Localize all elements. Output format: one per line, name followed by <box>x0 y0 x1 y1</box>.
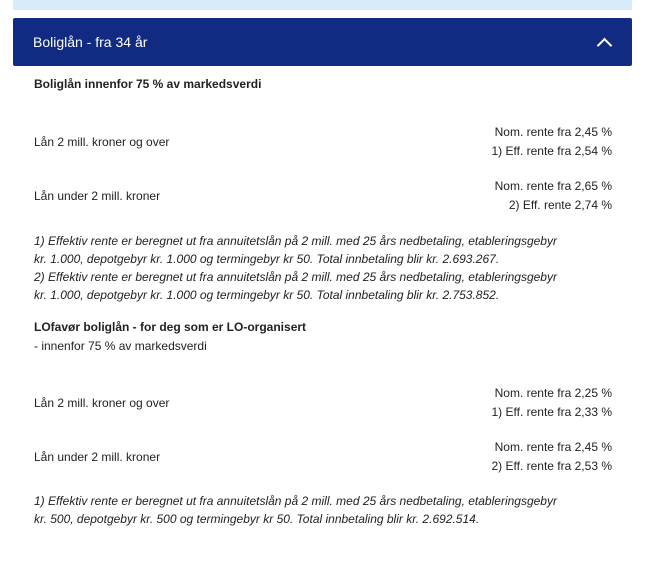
chevron-up-icon[interactable] <box>597 37 613 53</box>
section2-row1-effective: 1) Eff. rente fra 2,33 % <box>491 405 612 419</box>
section2-subheading: - innenfor 75 % av markedsverdi <box>34 339 207 353</box>
section2-row1-nominal: Nom. rente fra 2,25 % <box>494 386 612 400</box>
section1-note-line4: kr. 1.000, depotgebyr kr. 1.000 og termingebyr kr 50. Total innbetaling blir kr. 2.753.852. <box>34 288 500 302</box>
section2-row2-label: Lån under 2 mill. kroner <box>34 450 161 464</box>
section2-row1-label: Lån 2 mill. kroner og over <box>34 396 170 410</box>
section2-note-line1: 1) Effektiv rente er beregnet ut fra annuitetslån på 2 mill. med 25 års nedbetaling, etableringsgebyr <box>34 494 557 508</box>
section1-heading: Boliglån innenfor 75 % av markedsverdi <box>34 77 262 91</box>
section1-note-line1: 1) Effektiv rente er beregnet ut fra annuitetslån på 2 mill. med 25 års nedbetaling, etableringsgebyr <box>34 234 557 248</box>
section1-row2-label: Lån under 2 mill. kroner <box>34 189 161 203</box>
accordion-header-boliglan[interactable] <box>13 18 632 66</box>
section1-row2-effective: 2) Eff. rente 2,74 % <box>508 198 612 212</box>
section1-row1-nominal: Nom. rente fra 2,45 % <box>494 125 612 139</box>
section1-row2-nominal: Nom. rente fra 2,65 % <box>494 179 612 193</box>
section1-row1-effective: 1) Eff. rente fra 2,54 % <box>491 144 612 158</box>
section1-note-line2: kr. 1.000, depotgebyr kr. 1.000 og termingebyr kr 50. Total innbetaling blir kr. 2.693.267. <box>34 252 500 266</box>
section1-row1-label: Lån 2 mill. kroner og over <box>34 135 170 149</box>
previous-accordion-strip <box>13 0 632 10</box>
accordion-title: Boliglån - fra 34 år <box>33 34 148 50</box>
section2-row2-nominal: Nom. rente fra 2,45 % <box>494 440 612 454</box>
section2-row2-effective: 2) Eff. rente fra 2,53 % <box>491 459 612 473</box>
section2-heading: LOfavør boliglån - for deg som er LO-organisert <box>34 320 307 334</box>
section2-note-line2: kr. 500, depotgebyr kr. 500 og termingebyr kr 50. Total innbetaling blir kr. 2.692.514. <box>34 512 480 526</box>
section1-note-line3: 2) Effektiv rente er beregnet ut fra annuitetslån på 2 mill. med 25 års nedbetaling, etableringsgebyr <box>34 270 557 284</box>
